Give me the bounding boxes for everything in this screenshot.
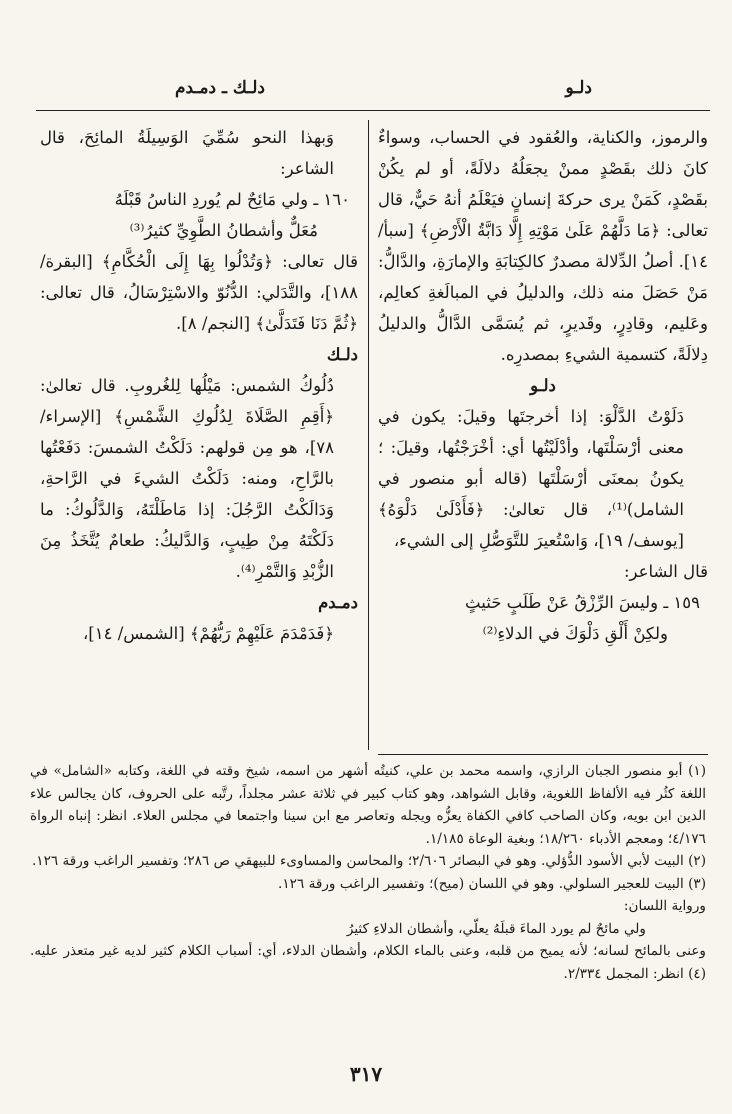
entry-heading-dlw: دلـو (530, 376, 556, 395)
left-column (40, 122, 358, 649)
footnote: ورواية اللسان: (623, 898, 706, 914)
entry-paragraph: والرموز، والكناية، والعُقود في الحساب، وسواءٌ كانَ ذلك بقَصْدٍ ممنْ يجعَلُهُ دلالَةً، أو لم يكُنْ بقَصْدٍ، كَمَنْ يرى حركةَ إنسانٍ فيَعْلَمُ أنهُ حَيٌّ، قال تعالى: ﴿مَا دَلَّهُمْ عَلَىٰ مَوْتِهِ إِلَّا دَابَّةُ الْأَرْضِ﴾ [سبأ/ ١٤]. أصلُ الدِّلالة مصدرٌ كالكِتابَةِ والإمارَةِ، والدَّالُّ: مَنْ حَصَلَ منه ذلك، والدليلُ في المبالَغةِ كعالِم، وعَليم، وقادِرٍ، وقَديرٍ، ثم يُسَمَّى الدَّالُّ والدليلُ دِلالَةً، كتسمية الشيءِ بمصدرِه. (378, 128, 708, 364)
verse-line: ١٦٠ ـ ولي مَائِحٌ لم يُوردِ الناسُ قَبْلَهُ (114, 190, 350, 209)
column-divider (368, 120, 369, 750)
verse-line: مُعَلٌّ وأشطانُ الطَّوِيِّ كثيرُ⁽³⁾ (129, 221, 318, 240)
entry-paragraph: وَبهذا النحو سُمِّيَ الوَسِيلَةُ المائِحَ، قال الشاعر: (40, 128, 334, 178)
footnote: وعنى بالمائح لسانه؛ لأنه يميح من قلبه، وعنى بالماء الكلام، وأشطان الدلاء، أي: أسباب الكلام كثير لديه غير متعذر عليه. (٤) انظر: المجمل ٢/٣٣٤. (30, 943, 706, 982)
footnote-rule (378, 754, 708, 755)
entry-heading-dmdm: دمـدم (318, 593, 358, 612)
entry-paragraph: دُلُوكُ الشمس: مَيْلُها لِلغُروبِ. قال تعالىٰ: ﴿أَقِمِ الصَّلَاةَ لِدُلُوكِ الشَّمْسِ﴾ [الإسراء/ ٧٨]، هو مِن قولهم: دَلَكْتُ الشمسَ: دَفَعْتُها بالرَّاحِ، ومنه: دَلَكْتُ الشيءَ في الرَّاحةِ، وَدَالَكْتُ الرَّجُلَ: إذا مَاطَلْتَهُ، وَالدَّلُوكُ: ما دَلَكْتَهُ مِنْ طِيبٍ، وَالدَّليكُ: طعامٌ يُتَّخَذُ مِنَ الزُّبْدِ وَالتَّمْرِ⁽⁴⁾. (40, 376, 334, 581)
entry-paragraph: قال الشاعر: (623, 562, 708, 581)
footnotes (30, 760, 706, 985)
entry-heading-dlk: دلـك (326, 345, 358, 364)
entry-paragraph: قال تعالى: ﴿وَتُدْلُوا بِهَا إِلَى الْحُكَّامِ﴾ [البقرة/ ١٨٨]، والتَّدَلي: الدُّنُوّ والاسْتِرْسَالُ، قال تعالى: ﴿ثُمَّ دَنَا فَتَدَلَّىٰ﴾ [النجم/ ٨]. (40, 252, 358, 333)
footnote: (٣) البيت للعجير السلولي. وهو في اللسان (ميح)؛ وتفسير الراغب ورقة ١٢٦. (278, 875, 706, 892)
verse-line: ولكِنْ أَلْقِ دَلْوَكَ في الدلاءِ⁽²⁾ (482, 624, 668, 643)
footnote: (٢) البيت لأبي الأسود الدُّؤلي. وهو في البصائر ٢/٦٠٦؛ والمحاسن والمساوىء للبيهقي ص ٢٨٦؛ وتفسير الراغب ورقة ١٢٦. (31, 853, 706, 869)
entry-paragraph: ﴿فَدَمْدَمَ عَلَيْهِمْ رَبُّهُمْ﴾ [الشمس/ ١٤]، (82, 624, 334, 643)
right-column (378, 122, 708, 649)
entry-paragraph: دَلَوْتُ الدَّلْوَ: إذا أخرجتَها وقيلَ: يكون في معنى أرْسَلْتَها، وأدْلَيْتُها أي: أخْرَجْتُها، وقيلَ: ؛ يكونُ بمعنَى أرْسَلْتَها (قاله أبو منصور في الشامل)⁽¹⁾، قال تعالىٰ: ﴿فَأَدْلَىٰ دَلْوَهُ﴾ [يوسف/ ١٩]، وَاسْتُعيرَ للتَّوَصُّلِ إلى الشيء، (378, 407, 684, 550)
header-rule (36, 110, 710, 111)
running-header-left: دلـك ـ دمـدم (175, 78, 265, 98)
page-number: ٣١٧ (349, 1062, 383, 1086)
footnote: (١) أبو منصور الجبان الرازي، واسمه محمد بن علي، كنيتُه أشهر من اسمه، شيخ وقته في اللغة، وكتابه «الشامل» في اللغة كثُر فيه الألفاظ اللغوية، وقابل الشواهد، وهو كتاب كبير في ثلاثة عشر مجلداً، رتَّبه على الحروف، كان يجالس علاء الدين ابن بويه، وكان الصاحب كافي الكفاة يعزُّه ويجله وتعاصر مع ابن سينا واجتمعا في مجلس العلاء. انظر: إنباه الرواة ٤/١٧٦؛ ومعجم الأدباء ١٨/٢٦٠؛ وبغية الوعاة ١/١٨٥. (30, 763, 706, 847)
running-header-right: دلـو (565, 78, 592, 98)
verse-line: ١٥٩ ـ وليسَ الرِّزْقُ عَنْ طَلَبٍ حَثيثٍ (465, 593, 700, 612)
footnote-verse: ولي مائحٌ لم يورد الماءَ قبلَهُ يعلّي، وأشطان الدلاءِ كثيرُ (346, 920, 646, 937)
